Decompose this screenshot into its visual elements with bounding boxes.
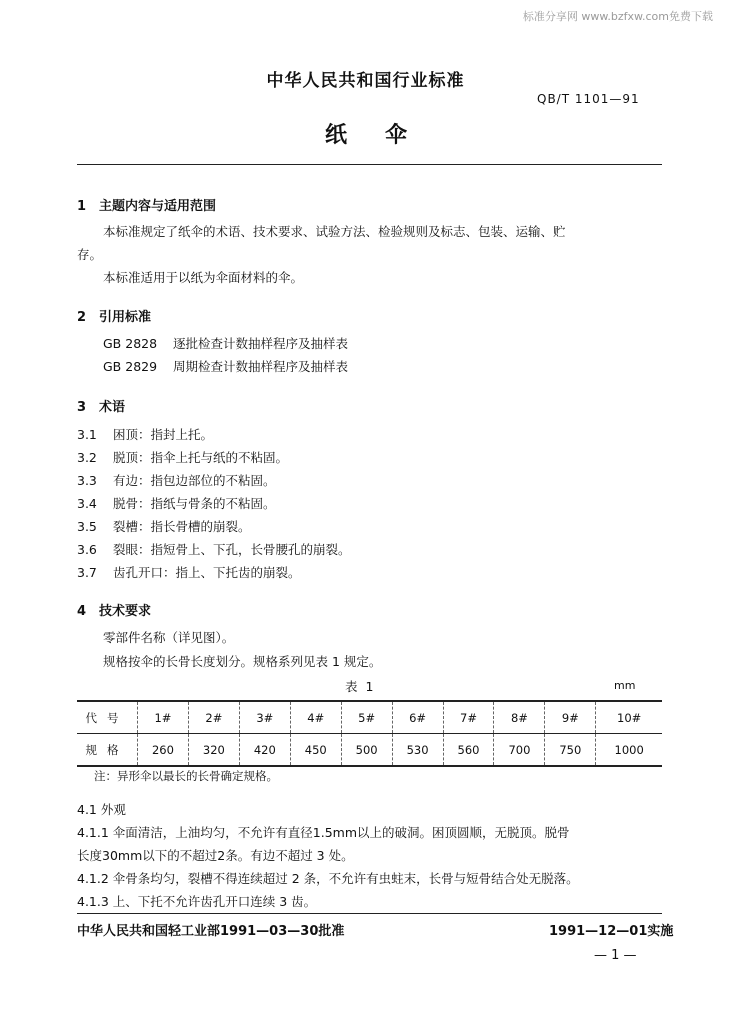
table-row-label: 规格 [77,734,138,767]
title-divider [77,164,662,165]
table-row [77,734,662,767]
footer-divider [77,913,662,914]
term-item [77,425,213,443]
term-text: 裂槽：指长骨槽的崩裂。 [113,519,251,534]
table-cell: 1# [138,701,189,734]
table-cell: 7# [443,701,494,734]
term-number: 3.3 [77,473,97,488]
section-1-number: 1 [77,199,87,214]
term-item [77,471,276,489]
table-cell: 530 [392,734,443,767]
term-number: 3.6 [77,542,97,557]
table-row-label: 代号 [77,701,138,734]
section-4-number: 4 [77,604,87,619]
table-cell: 500 [341,734,392,767]
term-text: 裂眼：指短骨上、下孔，长骨腰孔的崩裂。 [113,542,351,557]
table-cell: 560 [443,734,494,767]
table-note: 注：异形伞以最长的长骨确定规格。 [94,769,278,783]
section-1-paragraph-1-cont: 存。 [77,247,103,262]
table-cell: 6# [392,701,443,734]
term-item [77,494,276,512]
table-cell: 5# [341,701,392,734]
term-number: 3.2 [77,450,97,465]
table-cell: 1000 [596,734,662,767]
implementation-date: 1991—12—01实施 [549,924,674,939]
term-item [77,563,301,581]
section-4-heading [77,600,151,619]
table-unit: mm [614,679,636,692]
reference-item [103,357,348,375]
section-3-title: 术语 [99,400,126,415]
reference-text: 逐批检查计数抽样程序及抽样表 [173,336,349,351]
section-2-title: 引用标准 [99,310,152,325]
spec-table [77,700,662,767]
reference-code: GB 2828 [103,336,158,351]
document-title: 纸伞 [325,123,446,148]
term-item [77,540,351,558]
table-cell: 700 [494,734,545,767]
section-1-paragraph-1: 本标准规定了纸伞的术语、技术要求、试验方法、检验规则及标志、包装、运输、贮 [103,224,566,239]
reference-code: GB 2829 [103,359,158,374]
section-4-paragraph-2: 规格按伞的长骨长度划分。规格系列见表 1 规定。 [103,654,382,669]
term-number: 3.7 [77,565,97,580]
approval-statement: 中华人民共和国轻工业部1991—03—30批准 [77,924,345,939]
reference-item [103,334,348,352]
table-cell: 9# [545,701,596,734]
standard-title: 中华人民共和国行业标准 [266,71,465,91]
section-2-heading [77,306,151,325]
section-3-heading [77,396,125,415]
table-cell: 3# [239,701,290,734]
term-item [77,517,251,535]
clause-4-1-1: 4.1.1 伞面清洁，上油均匀，不允许有直径1.5mm以上的破洞。困顶圆顺，无脱顶。脱骨 [77,825,570,840]
section-4-paragraph-1: 零部件名称（详见图）。 [103,630,235,645]
table-caption: 表 1 [345,679,376,694]
clause-4-1-2: 4.1.2 伞骨条均匀，裂槽不得连续超过 2 条，不允许有虫蛀末，长骨与短骨结合处无脱落。 [77,871,579,886]
section-3-number: 3 [77,400,87,415]
term-text: 脱骨：指纸与骨条的不粘固。 [113,496,276,511]
term-number: 3.1 [77,427,97,442]
term-item [77,448,288,466]
table-cell: 2# [188,701,239,734]
watermark: 标准分享网 www.bzfxw.com免费下载 [522,10,713,23]
table-cell: 8# [494,701,545,734]
term-text: 有边：指包边部位的不粘固。 [113,473,276,488]
term-text: 脱顶：指伞上托与纸的不粘固。 [113,450,289,465]
page-number: — 1 — [594,948,637,963]
section-2-number: 2 [77,310,87,325]
subsection-4-1: 4.1 外观 [77,802,126,817]
table-cell: 450 [290,734,341,767]
section-1-paragraph-2: 本标准适用于以纸为伞面材料的伞。 [103,270,304,285]
standard-code: QB/T 1101—91 [537,92,640,106]
clause-4-1-1-cont: 长度30mm以下的不超过2条。有边不超过 3 处。 [77,848,354,863]
table-cell: 750 [545,734,596,767]
term-text: 困顶：指封上托。 [113,427,214,442]
reference-text: 周期检查计数抽样程序及抽样表 [173,359,349,374]
term-text: 齿孔开口：指上、下托齿的崩裂。 [113,565,301,580]
table-cell: 320 [188,734,239,767]
term-number: 3.5 [77,519,97,534]
table-cell: 10# [596,701,662,734]
table-cell: 260 [138,734,189,767]
section-4-title: 技术要求 [99,604,152,619]
section-1-title: 主题内容与适用范围 [99,199,217,214]
section-1-heading [77,195,216,214]
table-row [77,701,662,734]
table-cell: 420 [239,734,290,767]
term-number: 3.4 [77,496,97,511]
table-cell: 4# [290,701,341,734]
clause-4-1-3: 4.1.3 上、下托不允许齿孔开口连续 3 齿。 [77,894,317,909]
